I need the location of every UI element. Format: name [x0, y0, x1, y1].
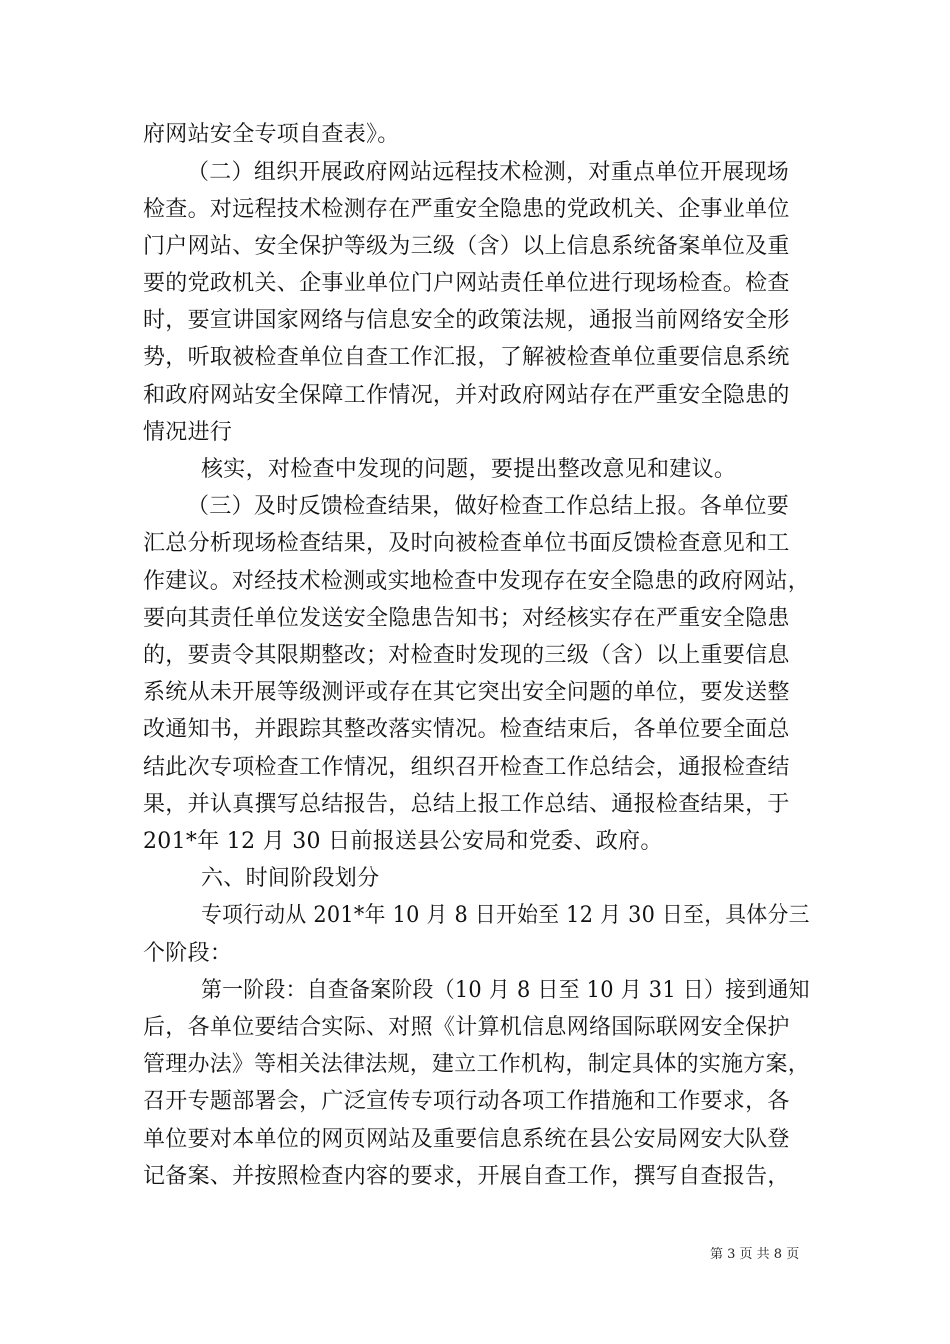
- paragraph-line: 召开专题部署会，广泛宣传专项行动各项工作措施和工作要求，各: [143, 1089, 790, 1114]
- paragraph-line: 专项行动从 201*年 10 月 8 日开始至 12 月 30 日至，具体分三: [201, 903, 810, 928]
- paragraph-line: （三）及时反馈检查结果，做好检查工作总结上报。各单位要: [187, 494, 790, 519]
- paragraph-line: 改通知书，并跟踪其整改落实情况。检查结束后，各单位要全面总: [143, 717, 790, 742]
- paragraph-line: 个阶段：: [143, 941, 233, 966]
- paragraph-line: 要向其责任单位发送安全隐患告知书；对经核实存在严重安全隐患: [143, 606, 790, 631]
- paragraph-line: 时，要宣讲国家网络与信息安全的政策法规，通报当前网络安全形: [143, 308, 790, 333]
- paragraph-line: 门户网站、安全保护等级为三级（含）以上信息系统备案单位及重: [143, 234, 790, 259]
- paragraph-line: 201*年 12 月 30 日前报送县公安局和党委、政府。: [143, 829, 663, 854]
- paragraph-line: 和政府网站安全保障工作情况，并对政府网站存在严重安全隐患的: [143, 383, 790, 408]
- section-heading: 六、时间阶段划分: [201, 866, 380, 891]
- paragraph-line: 第一阶段：自查备案阶段（10 月 8 日至 10 月 31 日）接到通知: [201, 978, 810, 1003]
- paragraph-line: 势，听取被检查单位自查工作汇报，了解被检查单位重要信息系统: [143, 345, 790, 370]
- paragraph-line: 系统从未开展等级测评或存在其它突出安全问题的单位，要发送整: [143, 680, 790, 705]
- paragraph-line: 果，并认真撰写总结报告，总结上报工作总结、通报检查结果，于: [143, 792, 790, 817]
- paragraph-line: 结此次专项检查工作情况，组织召开检查工作总结会，通报检查结: [143, 755, 790, 780]
- paragraph-line: 情况进行: [143, 420, 233, 445]
- paragraph-line: 后，各单位要结合实际、对照《计算机信息网络国际联网安全保护: [143, 1015, 790, 1040]
- paragraph-line: 记备案、并按照检查内容的要求，开展自查工作，撰写自查报告，: [143, 1164, 790, 1189]
- paragraph-line: 府网站安全专项自查表》。: [143, 122, 400, 147]
- paragraph-line: 要的党政机关、企事业单位门户网站责任单位进行现场检查。检查: [143, 271, 790, 296]
- paragraph-line: 单位要对本单位的网页网站及重要信息系统在县公安局网安大队登: [143, 1127, 790, 1152]
- paragraph-line: 汇总分析现场检查结果，及时向被检查单位书面反馈检查意见和工: [143, 531, 790, 556]
- paragraph-line: 作建议。对经技术检测或实地检查中发现存在安全隐患的政府网站，: [143, 569, 811, 594]
- paragraph-line: 的，要责令其限期整改；对检查时发现的三级（含）以上重要信息: [143, 643, 790, 668]
- page-number: 第 3 页 共 8 页: [710, 1247, 800, 1262]
- paragraph-line: 检查。对远程技术检测存在严重安全隐患的党政机关、企事业单位: [143, 197, 790, 222]
- paragraph-line: 管理办法》等相关法律法规，建立工作机构，制定具体的实施方案，: [143, 1052, 811, 1077]
- paragraph-line: 核实，对检查中发现的问题，要提出整改意见和建议。: [201, 457, 737, 482]
- paragraph-line: （二）组织开展政府网站远程技术检测，对重点单位开展现场: [187, 160, 790, 185]
